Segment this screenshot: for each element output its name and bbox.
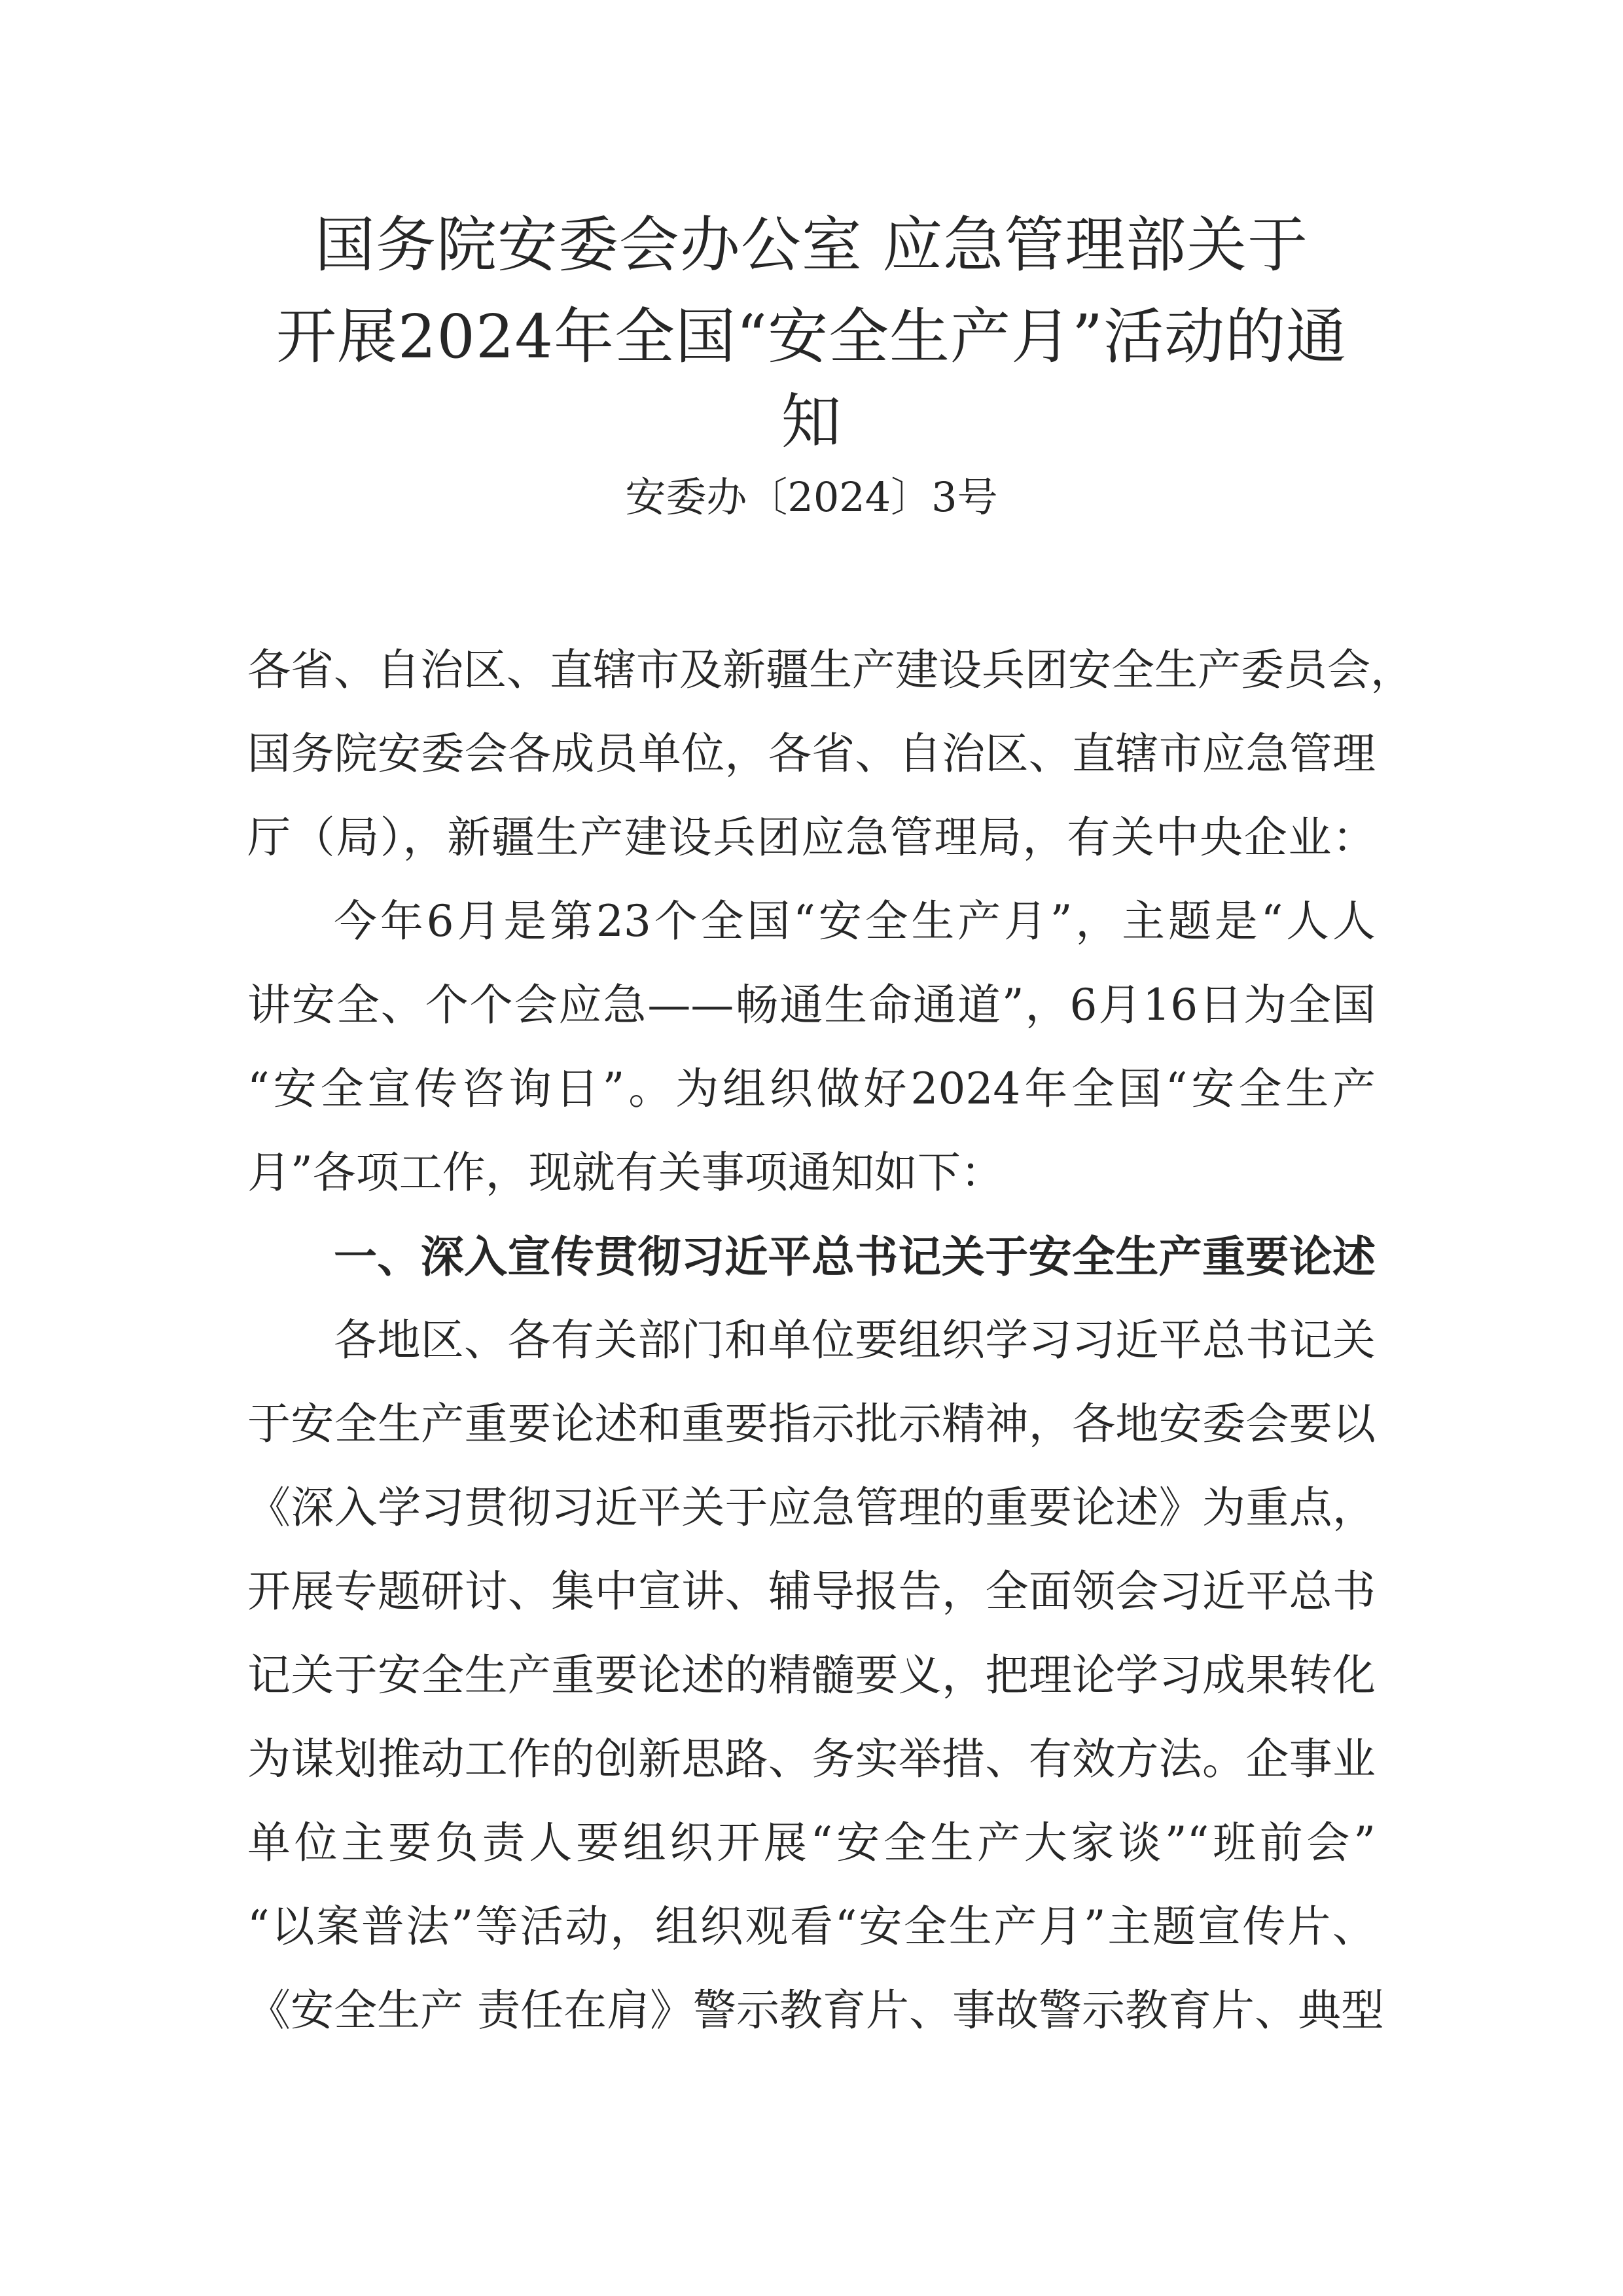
section-1-line-5: 记关于安全生产重要论述的精髓要义，把理论学习成果转化 (247, 1650, 1376, 1700)
document-title-line-1: 国务院安委会办公室 应急管理部关于 (314, 210, 1309, 280)
section-1-line-8: “以案普法”等活动，组织观看“安全生产月”主题宣传片、 (247, 1901, 1376, 1952)
section-1-line-1: 各地区、各有关部门和单位要组织学习习近平总书记关 (334, 1315, 1376, 1365)
recipients-line-3: 厅（局），新疆生产建设兵团应急管理局，有关中央企业： (247, 812, 1376, 863)
recipients-line-1: 各省、自治区、直辖市及新疆生产建设兵团安全生产委员会， (247, 645, 1414, 695)
section-1-line-2: 于安全生产重要论述和重要指示批示精神，各地安委会要以 (247, 1399, 1376, 1449)
section-1-line-9: 《安全生产 责任在肩》警示教育片、事故警示教育片、典型 (247, 1985, 1384, 2036)
section-1-line-4: 开展专题研讨、集中宣讲、辅导报告，全面领会习近平总书 (247, 1566, 1376, 1617)
intro-line-2: 讲安全、个个会应急——畅通生命通道”，6月16日为全国 (247, 980, 1376, 1030)
section-1-line-3: 《深入学习贯彻习近平关于应急管理的重要论述》为重点， (247, 1482, 1376, 1533)
section-1-line-7: 单位主要负责人要组织开展“安全生产大家谈”“班前会” (247, 1818, 1376, 1868)
document-number: 安委办〔2024〕3号 (625, 473, 998, 521)
section-1-heading: 一、深入宣传贯彻习近平总书记关于安全生产重要论述 (334, 1231, 1376, 1282)
intro-line-4: 月”各项工作，现就有关事项通知如下： (247, 1147, 1004, 1198)
document-title-line-2: 开展2024年全国“安全生产月”活动的通 (276, 302, 1347, 372)
intro-line-3: “安全宣传咨询日”。为组织做好2024年全国“安全生产 (247, 1064, 1376, 1114)
document-title-line-3: 知 (781, 387, 842, 457)
intro-line-1: 今年6月是第23个全国“安全生产月”，主题是“人人 (334, 896, 1376, 946)
recipients-line-2: 国务院安委会各成员单位，各省、自治区、直辖市应急管理 (247, 728, 1376, 779)
section-1-line-6: 为谋划推动工作的创新思路、务实举措、有效方法。企事业 (247, 1734, 1376, 1784)
